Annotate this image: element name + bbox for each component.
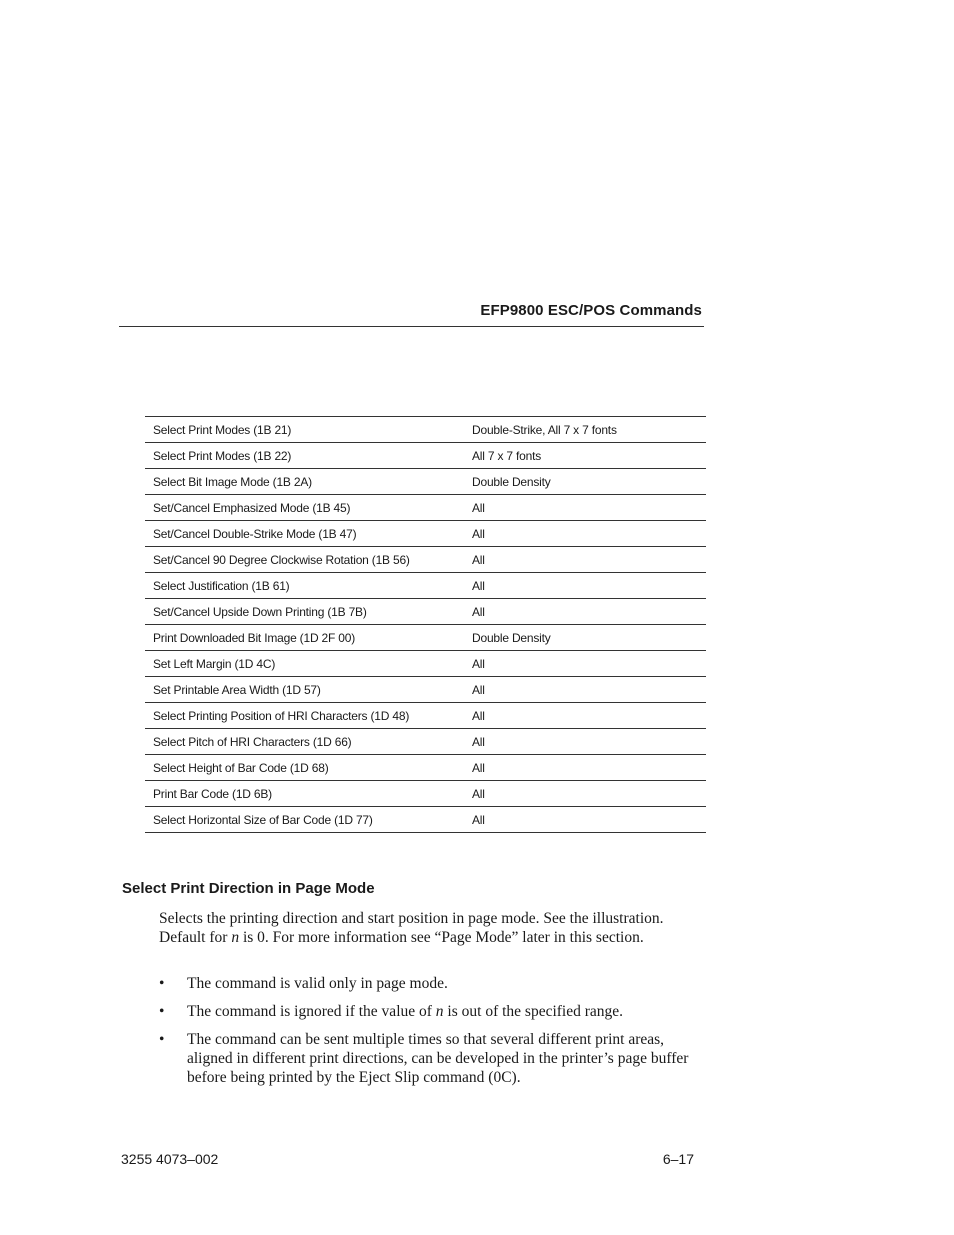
list-item bbox=[159, 1002, 704, 1021]
command-cell: Select Print Modes (1B 22) bbox=[153, 448, 292, 463]
table-row bbox=[145, 755, 706, 781]
bullet-text-start: The command is ignored if the value of bbox=[187, 1003, 436, 1020]
bullet-variable-n: n bbox=[435, 1003, 444, 1020]
bullet-list bbox=[159, 974, 704, 1096]
command-cell: Set Printable Area Width (1D 57) bbox=[153, 682, 321, 697]
command-cell: Select Printing Position of HRI Characters (1D 48) bbox=[153, 708, 410, 723]
support-cell: All bbox=[472, 786, 485, 801]
command-cell: Print Downloaded Bit Image (1D 2F 00) bbox=[153, 630, 356, 645]
command-cell: Select Pitch of HRI Characters (1D 66) bbox=[153, 734, 352, 749]
footer-doc-number: 3255 4073–002 bbox=[121, 1151, 219, 1167]
command-cell: Set/Cancel Emphasized Mode (1B 45) bbox=[153, 500, 351, 515]
command-cell: Print Bar Code (1D 6B) bbox=[153, 786, 272, 801]
bullet-text-end: is out of the specified range. bbox=[443, 1003, 624, 1020]
support-cell: All bbox=[472, 656, 485, 671]
support-cell: Double-Strike, All 7 x 7 fonts bbox=[472, 422, 617, 437]
table-row bbox=[145, 417, 706, 443]
table-row bbox=[145, 547, 706, 573]
support-cell: All bbox=[472, 760, 485, 775]
table-row bbox=[145, 729, 706, 755]
footer-page-number: 6–17 bbox=[662, 1151, 694, 1167]
command-cell: Select Horizontal Size of Bar Code (1D 77) bbox=[153, 812, 373, 827]
bullet-icon: • bbox=[159, 975, 165, 992]
support-cell: All bbox=[472, 500, 485, 515]
command-cell: Set/Cancel 90 Degree Clockwise Rotation (1B 56) bbox=[153, 552, 410, 567]
table-row bbox=[145, 703, 706, 729]
command-cell: Set/Cancel Double-Strike Mode (1B 47) bbox=[153, 526, 357, 541]
table-row bbox=[145, 625, 706, 651]
command-support-table bbox=[145, 416, 706, 833]
support-cell: All bbox=[472, 578, 485, 593]
support-cell: All bbox=[472, 526, 485, 541]
table-row bbox=[145, 651, 706, 677]
command-cell: Select Height of Bar Code (1D 68) bbox=[153, 760, 329, 775]
table-row bbox=[145, 599, 706, 625]
support-cell: All 7 x 7 fonts bbox=[472, 448, 542, 463]
intro-text-end: is 0. For more information see “Page Mode” later in this section. bbox=[239, 929, 644, 946]
support-cell: All bbox=[472, 708, 485, 723]
command-cell: Set Left Margin (1D 4C) bbox=[153, 656, 276, 671]
table-row bbox=[145, 469, 706, 495]
table-row bbox=[145, 677, 706, 703]
table-row bbox=[145, 495, 706, 521]
bullet-text: The command can be sent multiple times so that several different print areas, aligned in different print directions, can be developed in the printer’s page buffer before being printed by the Eject Slip command (0C). bbox=[187, 1031, 689, 1086]
page-header-title: EFP9800 ESC/POS Commands bbox=[480, 302, 702, 319]
table-body bbox=[145, 417, 706, 833]
bullet-text: The command is valid only in page mode. bbox=[187, 975, 448, 992]
bullet-icon: • bbox=[159, 1003, 165, 1020]
command-cell: Select Bit Image Mode (1B 2A) bbox=[153, 474, 312, 489]
header-rule bbox=[119, 326, 704, 327]
table-row bbox=[145, 781, 706, 807]
intro-variable-n: n bbox=[231, 929, 240, 946]
list-item bbox=[159, 1030, 704, 1087]
list-item bbox=[159, 974, 704, 993]
bullet-icon: • bbox=[159, 1031, 165, 1048]
section-heading: Select Print Direction in Page Mode bbox=[122, 880, 375, 897]
intro-text-start: Selects the printing direction and start position in page mode. See the illustration. Default for bbox=[159, 910, 664, 946]
command-cell: Select Print Modes (1B 21) bbox=[153, 422, 292, 437]
support-cell: Double Density bbox=[472, 474, 551, 489]
table-row bbox=[145, 443, 706, 469]
support-cell: All bbox=[472, 812, 485, 827]
support-cell: All bbox=[472, 734, 485, 749]
support-cell: All bbox=[472, 682, 485, 697]
intro-paragraph bbox=[159, 909, 704, 947]
command-cell: Select Justification (1B 61) bbox=[153, 578, 290, 593]
support-cell: All bbox=[472, 604, 485, 619]
table-row bbox=[145, 573, 706, 599]
table-row bbox=[145, 521, 706, 547]
table-row bbox=[145, 807, 706, 833]
support-cell: All bbox=[472, 552, 485, 567]
support-cell: Double Density bbox=[472, 630, 551, 645]
command-cell: Set/Cancel Upside Down Printing (1B 7B) bbox=[153, 604, 367, 619]
